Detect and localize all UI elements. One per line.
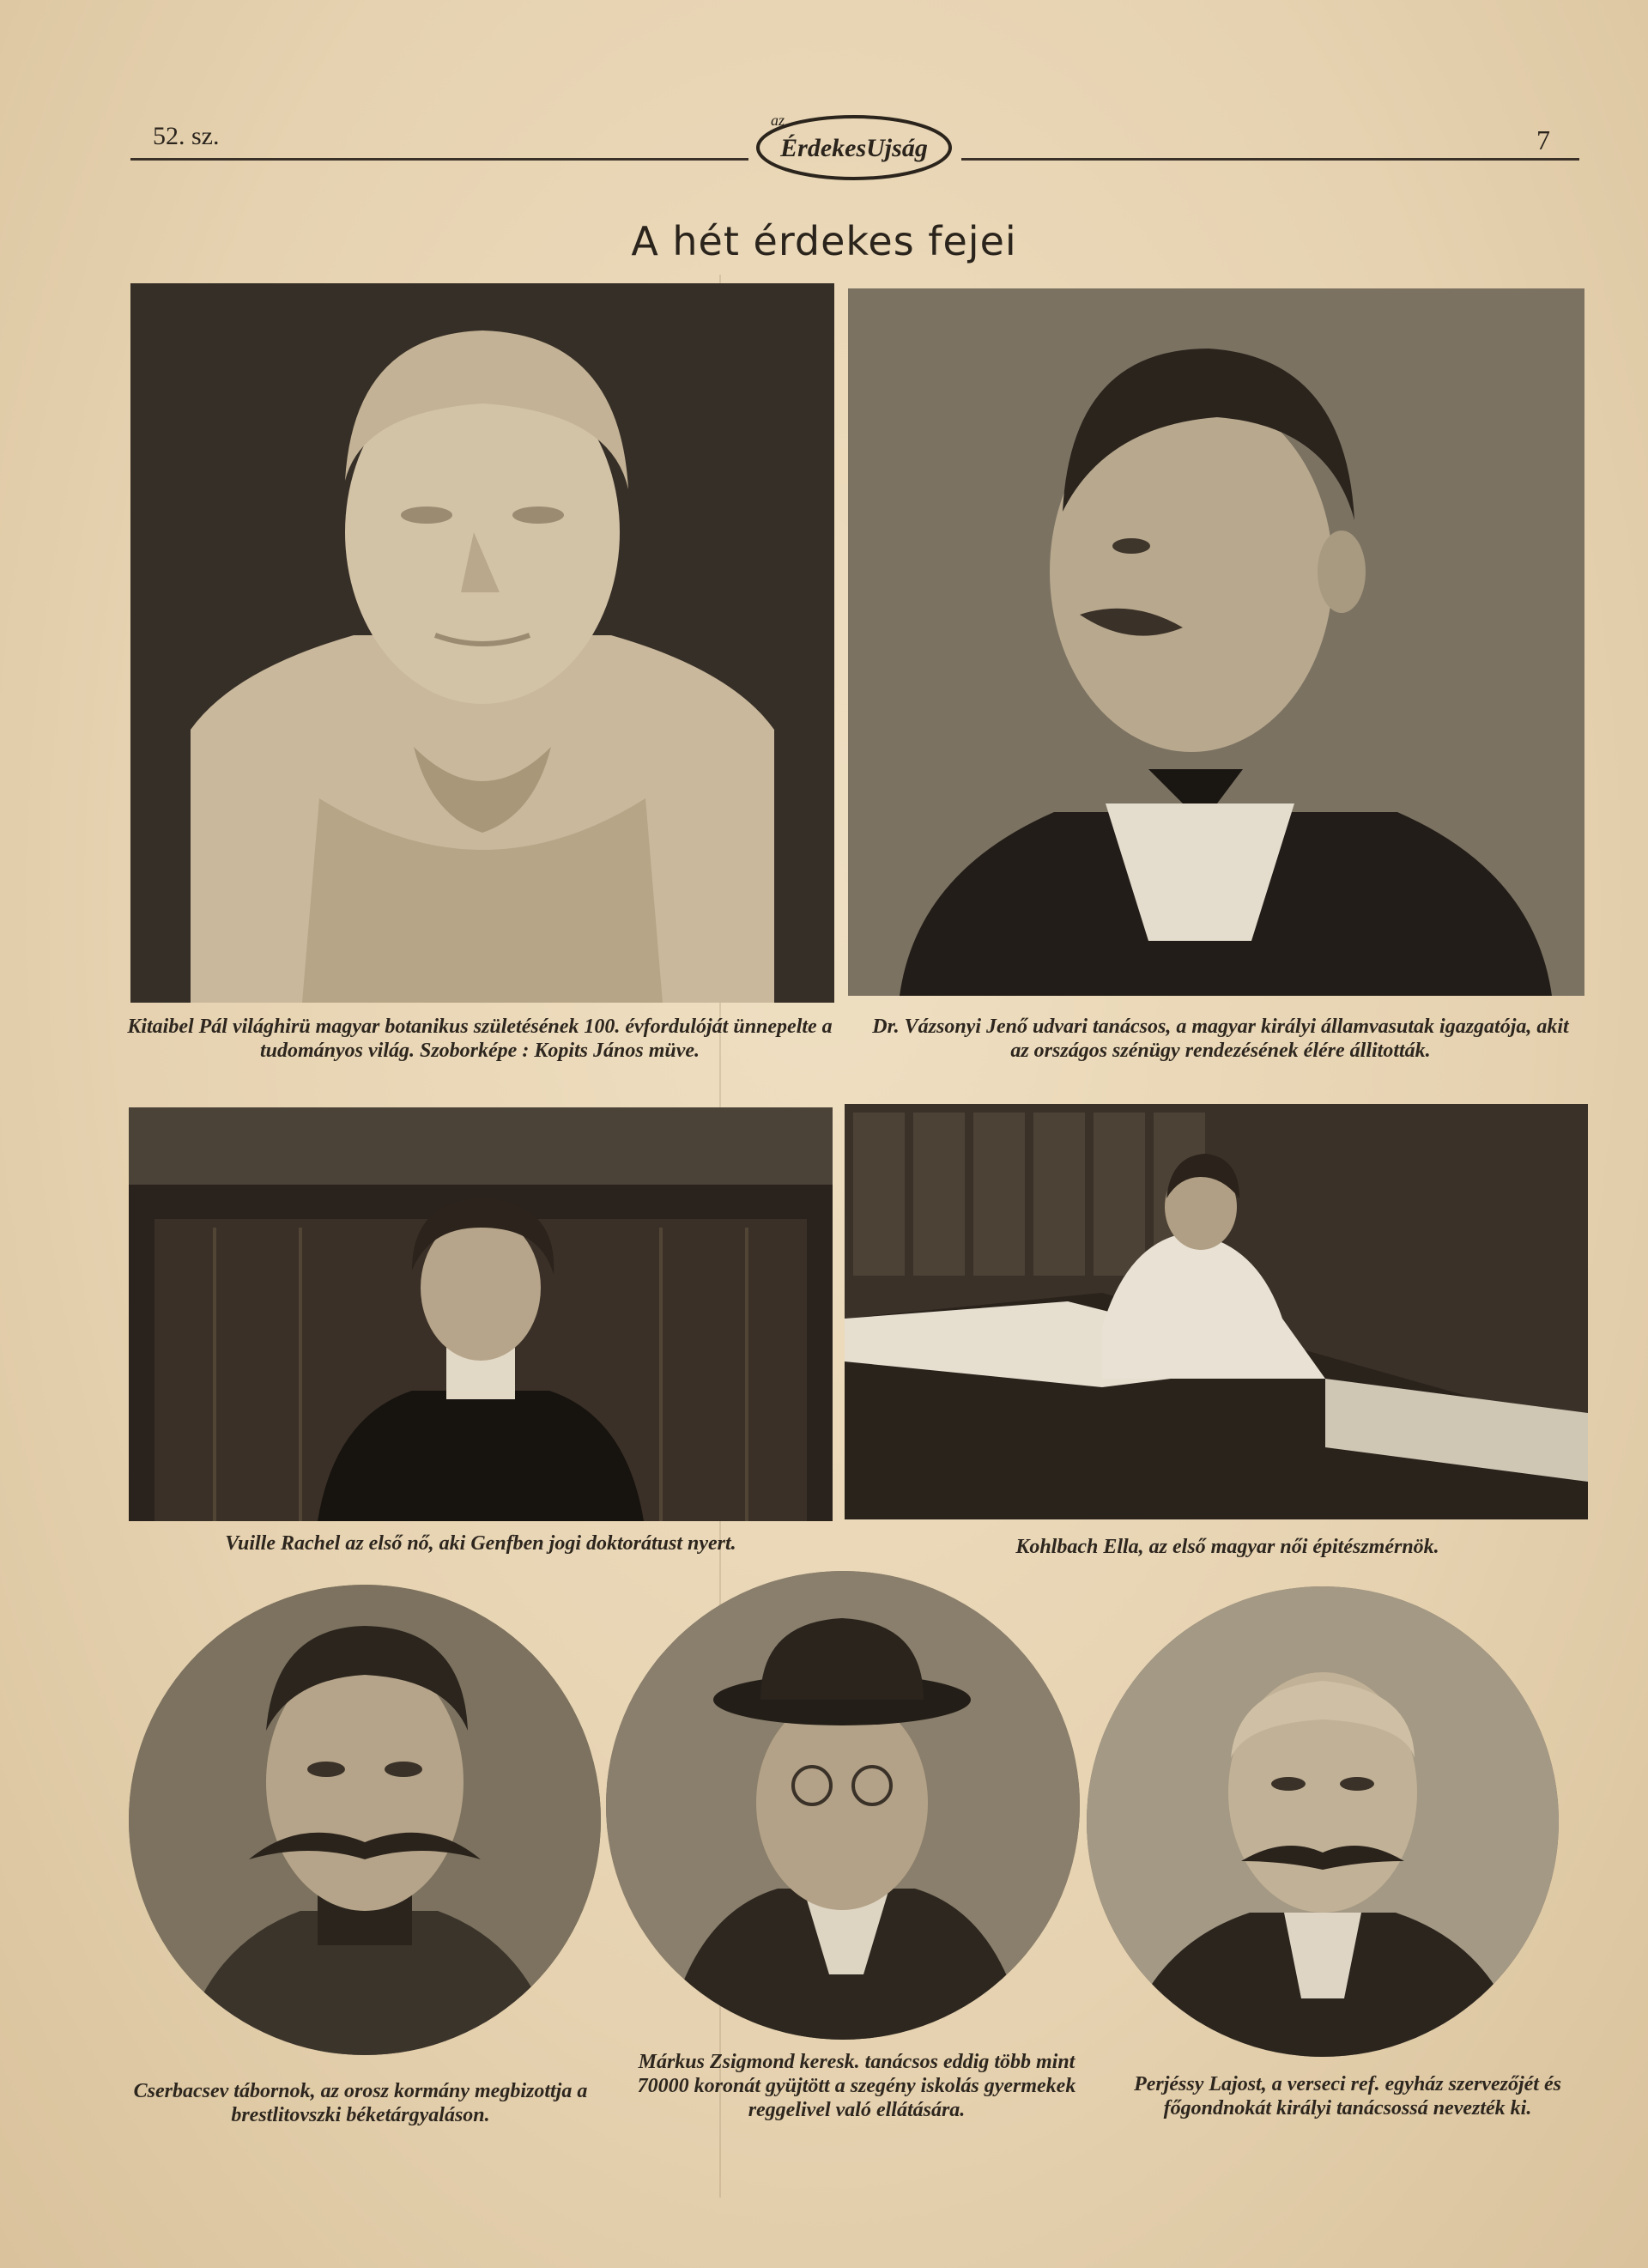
- caption-markus: Márkus Zsigmond keresk. tanácsos eddig több mint 70000 koronát gyüjtött a szegény iskolás gyermekek reggelivel való ellátására.: [637, 2051, 1076, 2121]
- photo-vazsonyi: [848, 288, 1584, 996]
- photo-cserbacsev: [129, 1585, 601, 2055]
- page-number: 7: [1536, 124, 1550, 155]
- photo-vuille: [129, 1107, 833, 1521]
- photo-kitaibel-bust: [130, 283, 834, 1003]
- header-rule-left: [130, 158, 748, 161]
- svg-text:ÉrdekesUjság: ÉrdekesUjság: [780, 134, 928, 162]
- header-rule-right: [961, 158, 1579, 161]
- issue-number: 52. sz.: [153, 122, 220, 150]
- svg-text:az: az: [771, 112, 785, 129]
- caption-vuille: Vuille Rachel az első nő, aki Genfben jogi doktorátust nyert.: [225, 1532, 736, 1555]
- caption-perjessy: Perjéssy Lajost, a verseci ref. egyház szervezőjét és főgondnokát királyi tanácsossá nevezték ki.: [1134, 2073, 1561, 2119]
- masthead-logo: [755, 101, 953, 187]
- photo-kohlbach: [845, 1104, 1588, 1519]
- caption-kitaibel: Kitaibel Pál világhirü magyar botanikus születésének 100. évfordulóját ünnepelte a tudományos világ. Szoborképe : Kopits János müve.: [127, 1016, 833, 1062]
- caption-kohlbach: Kohlbach Ella, az első magyar női épitészmérnök.: [1015, 1536, 1439, 1558]
- caption-vazsonyi: Dr. Vázsonyi Jenő udvari tanácsos, a magyar királyi államvasutak igazgatója, akit az országos szénügy rendezésének élére állitották.: [872, 1016, 1569, 1062]
- caption-cserbacsev: Cserbacsev tábornok, az orosz kormány megbizottja a brestlitovszki béketárgyaláson.: [133, 2080, 588, 2126]
- page-title: A hét érdekes fejei: [631, 218, 1017, 264]
- photo-perjessy: [1087, 1586, 1559, 2057]
- photo-markus: [606, 1571, 1080, 2040]
